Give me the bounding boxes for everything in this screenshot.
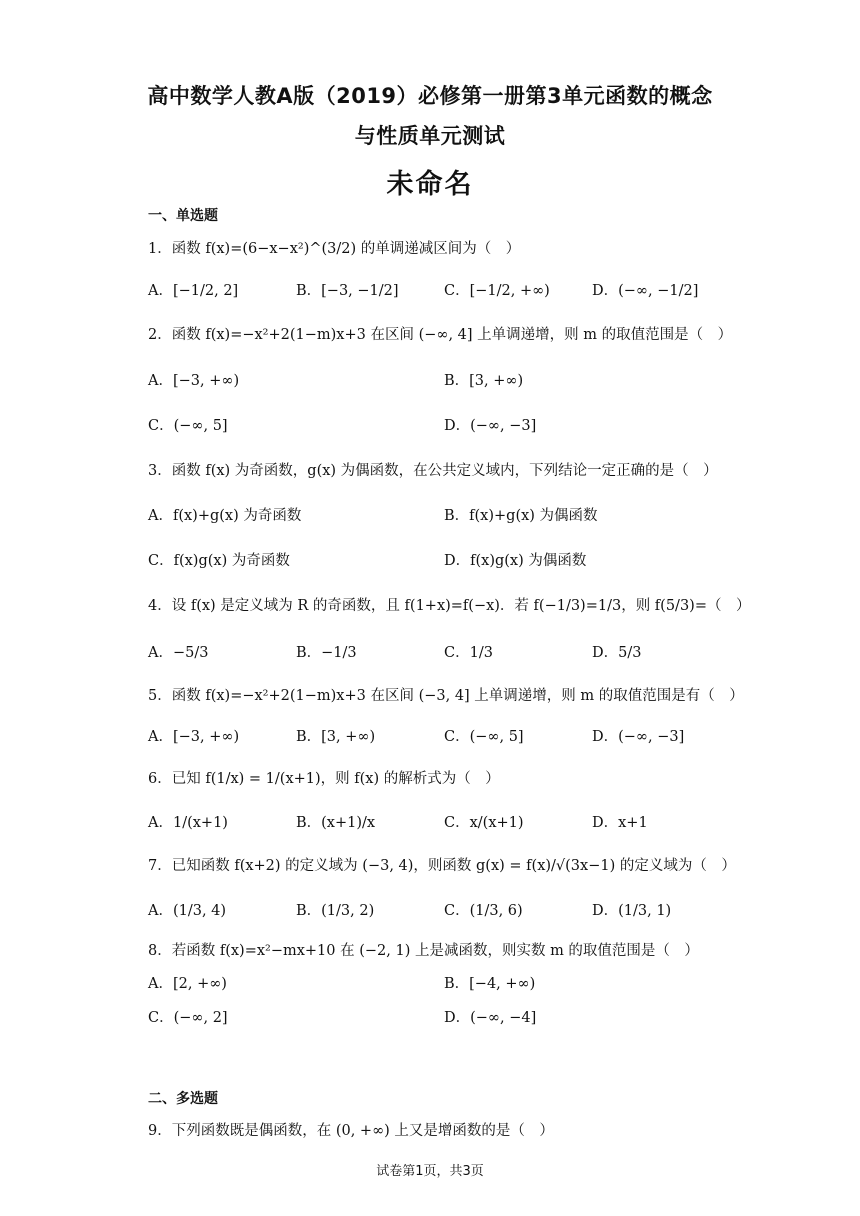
question-1-option-a[interactable]: A．[−1/2, 2] <box>148 283 239 299</box>
question-8-stem: 8．若函数 f(x)=x²−mx+10 在 (−2, 1) 上是减函数，则实数 m 的取值范围是（ ） <box>148 943 699 959</box>
question-2-option-c[interactable]: C．(−∞, 5] <box>148 418 228 434</box>
question-8-option-c[interactable]: C．(−∞, 2] <box>148 1010 228 1026</box>
question-9-stem: 9．下列函数既是偶函数，在 (0, +∞) 上又是增函数的是（ ） <box>148 1123 554 1139</box>
question-3-option-b[interactable]: B．f(x)+g(x) 为偶函数 <box>444 508 598 524</box>
question-2-option-a[interactable]: A．[−3, +∞) <box>148 373 240 389</box>
question-8-option-d[interactable]: D．(−∞, −4] <box>444 1010 537 1026</box>
question-2-option-b[interactable]: B．[3, +∞) <box>444 373 524 389</box>
page-footer: 试卷第1页，共3页 <box>376 1164 484 1179</box>
question-4-option-d[interactable]: D．5/3 <box>592 645 642 661</box>
question-1-stem: 1．函数 f(x)=(6−x−x²)^(3/2) 的单调递减区间为（ ） <box>148 241 521 257</box>
section-heading-multi-choice: 二、多选题 <box>148 1091 218 1107</box>
question-4-option-c[interactable]: C．1/3 <box>444 645 493 661</box>
question-7-stem: 7．已知函数 f(x+2) 的定义域为 (−3, 4)，则函数 g(x) = f(x)/√(3x−1) 的定义域为（ ） <box>148 858 736 874</box>
question-3-option-c[interactable]: C．f(x)g(x) 为奇函数 <box>148 553 290 569</box>
page-subtitle: 未命名 <box>386 169 474 200</box>
question-4-stem: 4．设 f(x) 是定义域为 R 的奇函数，且 f(1+x)=f(−x)．若 f(−1/3)=1/3，则 f(5/3)=（ ） <box>148 598 751 614</box>
question-4-option-a[interactable]: A．−5/3 <box>148 645 209 661</box>
question-6-option-b[interactable]: B．(x+1)/x <box>296 815 376 831</box>
question-6-option-d[interactable]: D．x+1 <box>592 815 648 831</box>
question-6-option-c[interactable]: C．x/(x+1) <box>444 815 524 831</box>
question-5-option-d[interactable]: D．(−∞, −3] <box>592 729 685 745</box>
question-7-option-b[interactable]: B．(1/3, 2) <box>296 903 375 919</box>
page-title-line2: 与性质单元测试 <box>354 124 506 148</box>
question-7-option-c[interactable]: C．(1/3, 6) <box>444 903 523 919</box>
question-8-option-a[interactable]: A．[2, +∞) <box>148 976 227 992</box>
question-6-option-a[interactable]: A．1/(x+1) <box>148 815 228 831</box>
question-3-option-d[interactable]: D．f(x)g(x) 为偶函数 <box>444 553 587 569</box>
question-3-option-a[interactable]: A．f(x)+g(x) 为奇函数 <box>148 508 302 524</box>
question-2-option-d[interactable]: D．(−∞, −3] <box>444 418 537 434</box>
question-5-option-c[interactable]: C．(−∞, 5] <box>444 729 524 745</box>
page-title-line1: 高中数学人教A版（2019）必修第一册第3单元函数的概念 <box>147 84 713 108</box>
question-3-stem: 3．函数 f(x) 为奇函数，g(x) 为偶函数，在公共定义域内，下列结论一定正确的是（ ） <box>148 463 718 479</box>
question-7-option-d[interactable]: D．(1/3, 1) <box>592 903 672 919</box>
question-5-option-b[interactable]: B．[3, +∞) <box>296 729 376 745</box>
question-1-option-d[interactable]: D．(−∞, −1/2] <box>592 283 699 299</box>
question-8-option-b[interactable]: B．[−4, +∞) <box>444 976 536 992</box>
question-5-stem: 5．函数 f(x)=−x²+2(1−m)x+3 在区间 (−3, 4] 上单调递增，则 m 的取值范围是有（ ） <box>148 688 744 704</box>
question-5-option-a[interactable]: A．[−3, +∞) <box>148 729 240 745</box>
question-1-option-c[interactable]: C．[−1/2, +∞) <box>444 283 550 299</box>
question-1-option-b[interactable]: B．[−3, −1/2] <box>296 283 399 299</box>
question-2-stem: 2．函数 f(x)=−x²+2(1−m)x+3 在区间 (−∞, 4] 上单调递增，则 m 的取值范围是（ ） <box>148 327 733 343</box>
section-heading-single-choice: 一、单选题 <box>148 208 218 224</box>
question-6-stem: 6．已知 f(1/x) = 1/(x+1)，则 f(x) 的解析式为（ ） <box>148 771 500 787</box>
question-4-option-b[interactable]: B．−1/3 <box>296 645 357 661</box>
question-7-option-a[interactable]: A．(1/3, 4) <box>148 903 227 919</box>
